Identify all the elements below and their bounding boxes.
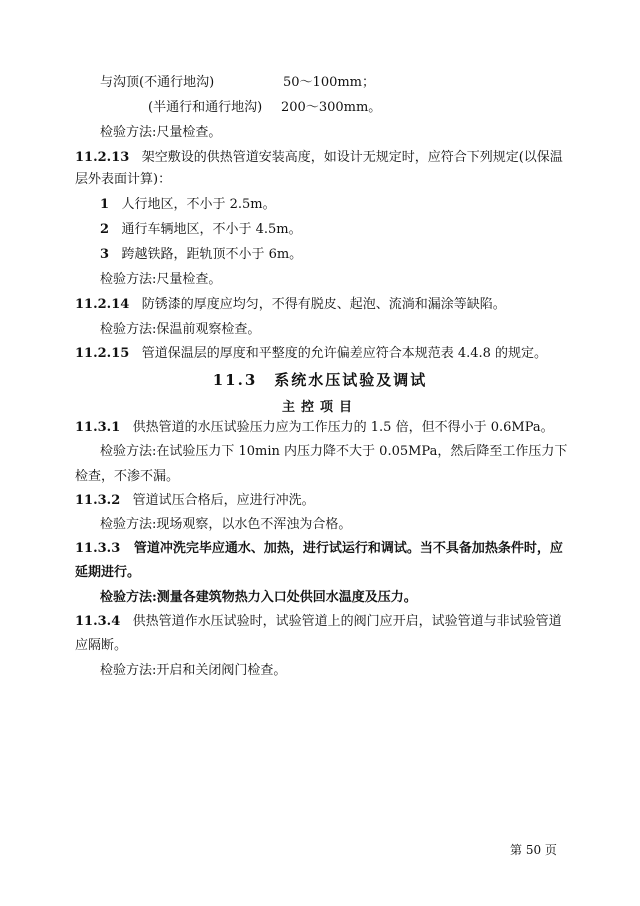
clause-number: 11.3.4: [75, 614, 121, 629]
section-heading: 11.3 系统水压试验及调试: [212, 371, 428, 389]
page-number: 第 50 页: [510, 843, 557, 857]
clause-11-3-4: [75, 613, 562, 631]
clause-number: 11.2.13: [75, 150, 130, 165]
inspection-method: 检验方法:测量各建筑物热力入口处供回水温度及压力。: [100, 590, 417, 605]
clause-continuation: 层外表面计算)：: [75, 172, 172, 187]
clearance-value-passable: 200～300mm。: [281, 100, 382, 115]
clause-number: 11.2.14: [75, 297, 130, 312]
list-item-2: [100, 221, 302, 239]
clause-continuation: 延期进行。: [75, 565, 141, 580]
clause-11-3-2: [75, 492, 315, 510]
list-number: 2: [100, 222, 110, 237]
list-item-1: [100, 196, 276, 214]
clause-text: 管道保温层的厚度和平整度的允许偏差应符合本规范表 4.4.8 的规定。: [141, 346, 548, 361]
clause-number: 11.2.15: [75, 346, 130, 361]
clause-text: 架空敷设的供热管道安装高度，如设计无规定时，应符合下列规定(以保温: [141, 150, 563, 165]
sub-heading: 主控项目: [281, 400, 358, 415]
clearance-label-passable: (半通行和通行地沟): [148, 100, 263, 115]
clause-continuation: 检查，不渗不漏。: [75, 469, 180, 484]
clause-text: 防锈漆的厚度应均匀，不得有脱皮、起泡、流淌和漏涂等缺陷。: [141, 297, 506, 312]
inspection-method: 检验方法:保温前观察检查。: [100, 322, 261, 337]
clause-11-3-1: [75, 419, 554, 437]
clause-text: 管道冲洗完毕应通水、加热，进行试运行和调试。当不具备加热条件时，应: [133, 541, 563, 556]
inspection-method: 检验方法:开启和关闭阀门检查。: [100, 663, 287, 678]
clause-text: 管道试压合格后，应进行冲洗。: [132, 493, 315, 508]
list-item-3: [100, 246, 302, 264]
clause-number: 11.3.2: [75, 493, 121, 508]
clause-text: 供热管道的水压试验压力应为工作压力的 1.5 倍，但不得小于 0.6MPa。: [132, 420, 554, 435]
clearance-value-nonpassable: 50～100mm；: [283, 75, 376, 90]
clause-11-2-13: [75, 149, 563, 167]
clause-number: 11.3.3: [75, 541, 121, 556]
list-text: 人行地区，不小于 2.5m。: [121, 197, 276, 212]
clearance-label-nonpassable: 与沟顶(不通行地沟): [100, 75, 215, 90]
clause-text: 供热管道作水压试验时，试验管道上的阀门应开启，试验管道与非试验管道: [132, 614, 562, 629]
inspection-method: 检验方法:现场观察，以水色不浑浊为合格。: [100, 517, 352, 532]
list-text: 通行车辆地区，不小于 4.5m。: [121, 222, 302, 237]
clause-continuation: 应隔断。: [75, 638, 128, 653]
list-number: 3: [100, 247, 110, 262]
clause-11-3-3: [75, 540, 563, 558]
clause-11-2-15: [75, 345, 547, 363]
list-number: 1: [100, 197, 110, 212]
inspection-method: 检验方法:尺量检查。: [100, 272, 222, 287]
inspection-method: 检验方法:尺量检查。: [100, 125, 222, 140]
clause-11-2-14: [75, 296, 506, 314]
list-text: 跨越铁路，距轨顶不小于 6m。: [121, 247, 303, 262]
inspection-method: 检验方法:在试验压力下 10min 内压力降不大于 0.05MPa，然后降至工作压力下: [100, 444, 568, 459]
clause-number: 11.3.1: [75, 420, 121, 435]
